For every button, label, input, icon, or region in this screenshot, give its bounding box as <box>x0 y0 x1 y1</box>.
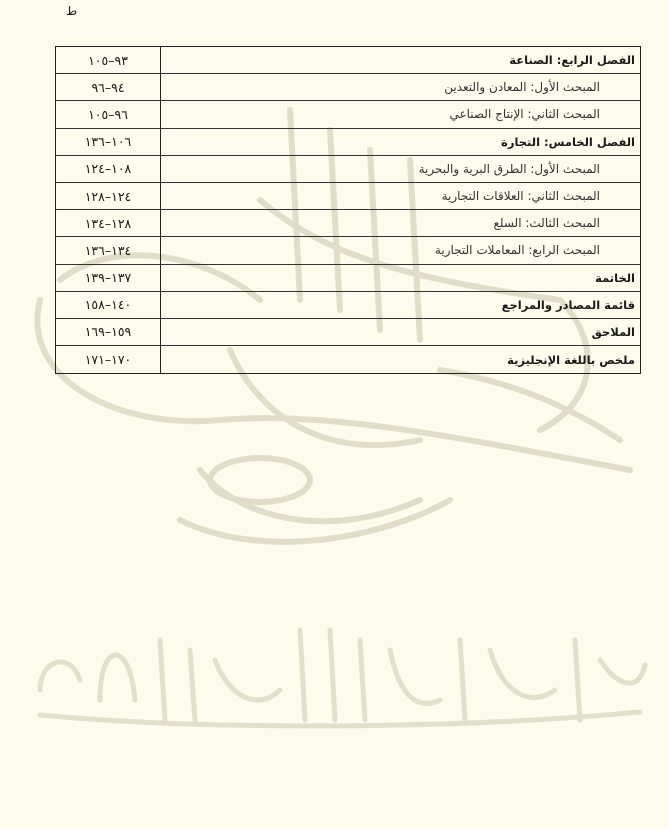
toc-chapter-title: ملخص باللغة الإنجليزية <box>507 352 635 367</box>
toc-page-range: ١٢٤–١٢٨ <box>56 183 161 209</box>
toc-row <box>56 346 640 373</box>
toc-row <box>56 101 640 128</box>
toc-chapter-title: الخاتمة <box>595 270 635 285</box>
toc-section-title: المبحث الأول: الطرق البرية والبحرية <box>418 161 600 176</box>
toc-section-title: المبحث الثالث: السلع <box>493 216 600 231</box>
table-of-contents <box>55 46 641 374</box>
toc-row <box>56 265 640 292</box>
toc-page-range: ١٥٩–١٦٩ <box>56 319 161 345</box>
toc-row <box>56 156 640 183</box>
toc-row <box>56 47 640 74</box>
toc-section-title: المبحث الثاني: الإنتاج الصناعي <box>449 107 600 122</box>
toc-page-range: ١٣٤–١٣٦ <box>56 237 161 263</box>
toc-chapter-title: الفصل الرابع: الصناعة <box>509 53 635 68</box>
toc-page-range: ١٢٨–١٣٤ <box>56 210 161 236</box>
toc-chapter-title: الملاحق <box>591 324 635 339</box>
toc-chapter-title: قائمة المصادر والمراجع <box>501 297 635 312</box>
toc-row <box>56 183 640 210</box>
toc-row <box>56 74 640 101</box>
toc-row <box>56 319 640 346</box>
toc-page-range: ١٠٨–١٢٤ <box>56 156 161 182</box>
toc-page-range: ١٧٠–١٧١ <box>56 346 161 373</box>
toc-page-range: ١٣٧–١٣٩ <box>56 265 161 291</box>
toc-page-range: ٩٤–٩٦ <box>56 74 161 100</box>
toc-page-range: ٩٣–١٠٥ <box>56 47 161 73</box>
toc-section-title: المبحث الرابع: المعاملات التجارية <box>434 243 600 258</box>
toc-page-range: ١٤٠–١٥٨ <box>56 292 161 318</box>
toc-row <box>56 237 640 264</box>
toc-row <box>56 129 640 156</box>
page-marker: ط <box>66 4 78 18</box>
toc-page-range: ١٠٦–١٣٦ <box>56 129 161 155</box>
toc-section-title: المبحث الأول: المعادن والتعدين <box>444 80 600 95</box>
toc-row <box>56 292 640 319</box>
toc-row <box>56 210 640 237</box>
toc-chapter-title: الفصل الخامس: التجارة <box>501 134 635 149</box>
toc-page-range: ٩٦–١٠٥ <box>56 101 161 127</box>
toc-section-title: المبحث الثاني: العلاقات التجارية <box>441 189 600 204</box>
